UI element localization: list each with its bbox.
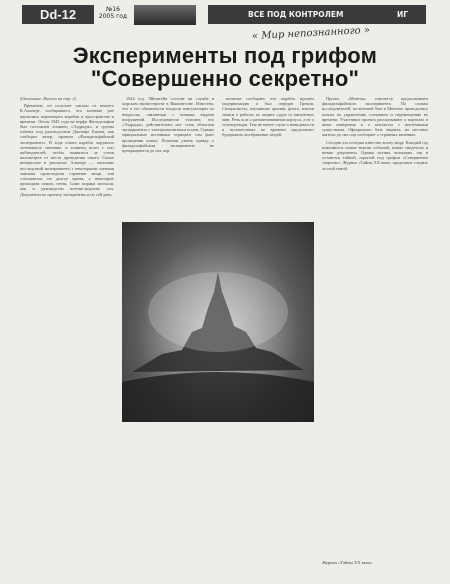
headline-line-2: "Совершенно секретно" bbox=[90, 66, 360, 91]
article-headline bbox=[20, 44, 430, 90]
header-photo bbox=[134, 5, 196, 25]
issue-year: 2005 год bbox=[98, 13, 128, 20]
column-4-text: Проект «Монток» считается продолжением филадельфийского эксперимента. По словам исследователей, на военной базе в Монтоке проводились опыты по управлению сознанием и перемещению во времени. Участники проекта рассказывают о порталах в иные измерения и о контактах с внеземными существами. Официально база закрыта, но местные жители до сих пор сообщают о странных явлениях. bbox=[322, 96, 428, 138]
ship-photo bbox=[122, 222, 314, 422]
issue-info bbox=[96, 6, 130, 20]
rubric-bar bbox=[208, 5, 426, 24]
brand-logo: Dd-12 bbox=[22, 5, 94, 24]
footer-note: Журнал «Тайны XX века» bbox=[322, 560, 373, 565]
column-1-text: Временем, он получает письмо от некоего К.Альенде, сообщавшего, что военные уже научились перемещать корабли в пространстве и времени. Летом 1943 года на верфи Филадельфии был поставлен эсминец «Элдридж», и группа учёных под руководством Джозефа Бэкона, как сообщает автор, провела «Филадельфийский эксперимент». В ходе опыта корабль окружило зеленоватое свечение, и эсминец исчез с глаз наблюдателей, чтобы появиться за сотни километров от места проведения опыта. Самое интересное в рассказах Альенде — описание последствий эксперимента: с некоторыми членами экипажа происходили странные вещи, они «застывали» на долгое время, а некоторые проходили сквозь стены. Сами моряки молчали, как и руководство военно-морских сил. Документы по проекту засекречены и по сей день. bbox=[20, 103, 114, 197]
column-1 bbox=[20, 96, 114, 574]
column-4 bbox=[322, 96, 428, 574]
continuation-note: (Окончание. Начало на стр. 2) bbox=[20, 96, 76, 101]
ship-illustration bbox=[122, 222, 314, 422]
column-3-text: военные сообщают, что корабль прошёл модернизацию и был передан Греции. Специалисты, изучавшие архивы флота, нашли записи о работах по защите судов от магнитных мин. Речь шла о размагничивании корпуса, а не о телепортации. Тем не менее слухи о невидимости и путешествиях во времени продолжают будоражить воображение людей. bbox=[222, 96, 314, 138]
headline-line-1: Эксперименты под грифом bbox=[72, 43, 378, 68]
section-script-heading: « Мир непознанного » bbox=[251, 24, 371, 43]
rubric-tag: ИГ bbox=[396, 10, 408, 19]
issue-number: №16 bbox=[106, 6, 120, 13]
rubric-title: ВСЕ ПОД КОНТРОЛЕМ bbox=[248, 10, 344, 19]
column-2-text: 1944 год. Эйнштейн состоит на службе в морском министерстве в Вашингтоне. Известно, что в его обязанности входили консультации по вопросам, связанным с новыми видами вооружений. Исследователи считают, что «Элдридж» действительно мог стать объектом эксперимента с электромагнитным полем. Однако официальные источники отрицают сам факт проведения опыта. Попытки узнать правду о филадельфийском эксперименте не прекращаются до сих пор. bbox=[122, 96, 214, 154]
top-banner bbox=[22, 5, 426, 25]
column-4-text-lower: Сегодня эта история известна всему миру. Каждый год появляются новые версии событий, новые свидетели и новые документы. Однако истина, возможно, так и останется тайной, скрытой под грифом «Совершенно секретно». Журнал «Тайны XX века» продолжит следить за этой темой. bbox=[322, 139, 428, 171]
